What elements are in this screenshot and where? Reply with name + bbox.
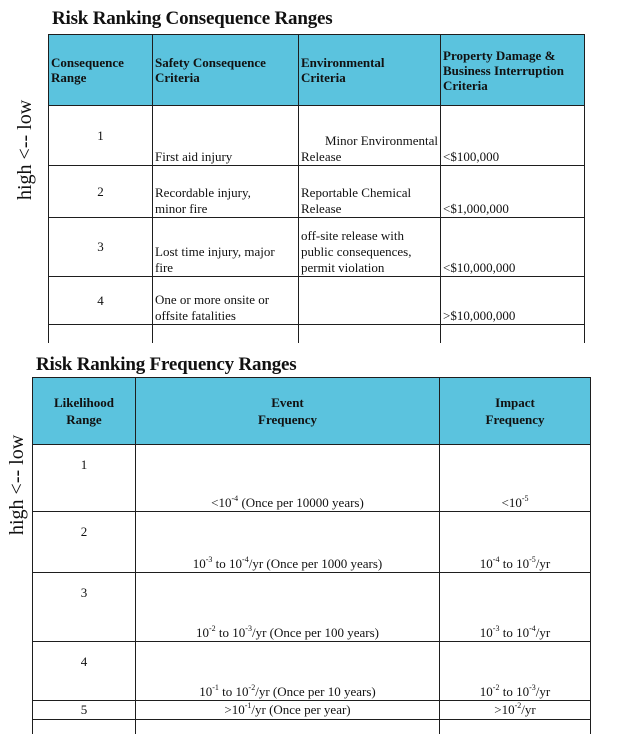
header-property-criteria: Property Damage & Business Interruption Criteria (441, 35, 585, 106)
frequency-header-row (33, 378, 591, 445)
table-row-empty (49, 325, 585, 344)
consequence-range-cell: 4 (49, 277, 153, 325)
table-row (33, 573, 591, 642)
environmental-criteria-cell: Reportable Chemical Release (299, 166, 441, 218)
event-frequency-cell: $10^{-2}$ to $10^{-3}/yr$ (Once per 100 years) (136, 573, 440, 642)
event-frequency-cell: $10^{-3}$ to $10^{-4}/yr$ (Once per 1000 years) (136, 512, 440, 573)
table-row (49, 166, 585, 218)
header-event-frequency: Event Frequency (136, 378, 440, 445)
consequence-severity-axis-label: high <-- low (14, 100, 37, 200)
environmental-criteria-cell: off-site release with public consequences, permit violation (299, 218, 441, 277)
header-environmental-criteria: Environmental Criteria (299, 35, 441, 106)
safety-criteria-cell: First aid injury (153, 106, 299, 166)
table-row-empty (33, 720, 591, 734)
consequence-range-cell: 2 (49, 166, 153, 218)
consequence-range-cell: 3 (49, 218, 153, 277)
header-impact-frequency: Impact Frequency (440, 378, 591, 445)
table-row (33, 512, 591, 573)
header-consequence-range: Consequence Range (49, 35, 153, 106)
table-row (49, 218, 585, 277)
table-row (33, 701, 591, 720)
consequence-table-title: Risk Ranking Consequence Ranges (52, 8, 332, 30)
property-criteria-cell: <$100,000 (441, 106, 585, 166)
impact-frequency-cell: $10^{-2}$ to $10^{-3}/yr$ (440, 642, 591, 701)
header-safety-criteria: Safety Consequence Criteria (153, 35, 299, 106)
environmental-criteria-cell: Minor Environmental Release (299, 106, 441, 166)
frequency-likelihood-axis-label: high <-- low (6, 435, 29, 535)
likelihood-range-cell: 5 (33, 701, 136, 720)
property-criteria-cell: >$10,000,000 (441, 277, 585, 325)
impact-frequency-cell: $<10^{-5}$ (440, 445, 591, 512)
likelihood-range-cell: 4 (33, 642, 136, 701)
event-frequency-cell: $>10^{-1}/yr$ (Once per year) (136, 701, 440, 720)
likelihood-range-cell: 1 (33, 445, 136, 512)
table-row (49, 277, 585, 325)
impact-frequency-cell: $10^{-3}$ to $10^{-4}/yr$ (440, 573, 591, 642)
property-criteria-cell: <$10,000,000 (441, 218, 585, 277)
table-row (49, 106, 585, 166)
likelihood-range-cell: 3 (33, 573, 136, 642)
safety-criteria-cell: One or more onsite or offsite fatalities (153, 277, 299, 325)
environmental-criteria-cell (299, 277, 441, 325)
table-row (33, 642, 591, 701)
consequence-header-row (49, 35, 585, 106)
likelihood-range-cell: 2 (33, 512, 136, 573)
event-frequency-cell: $10^{-1}$ to $10^{-2}/yr$ (Once per 10 years) (136, 642, 440, 701)
property-criteria-cell: <$1,000,000 (441, 166, 585, 218)
frequency-table (32, 377, 591, 734)
header-likelihood-range: Likelihood Range (33, 378, 136, 445)
safety-criteria-cell: Recordable injury, minor fire (153, 166, 299, 218)
consequence-table (48, 34, 585, 343)
frequency-table-title: Risk Ranking Frequency Ranges (36, 354, 296, 376)
event-frequency-cell: $<10^{-4}$ (Once per 10000 years) (136, 445, 440, 512)
consequence-range-cell: 1 (49, 106, 153, 166)
table-row (33, 445, 591, 512)
safety-criteria-cell: Lost time injury, major fire (153, 218, 299, 277)
impact-frequency-cell: $>10^{-2}/yr$ (440, 701, 591, 720)
impact-frequency-cell: $10^{-4}$ to $10^{-5}/yr$ (440, 512, 591, 573)
